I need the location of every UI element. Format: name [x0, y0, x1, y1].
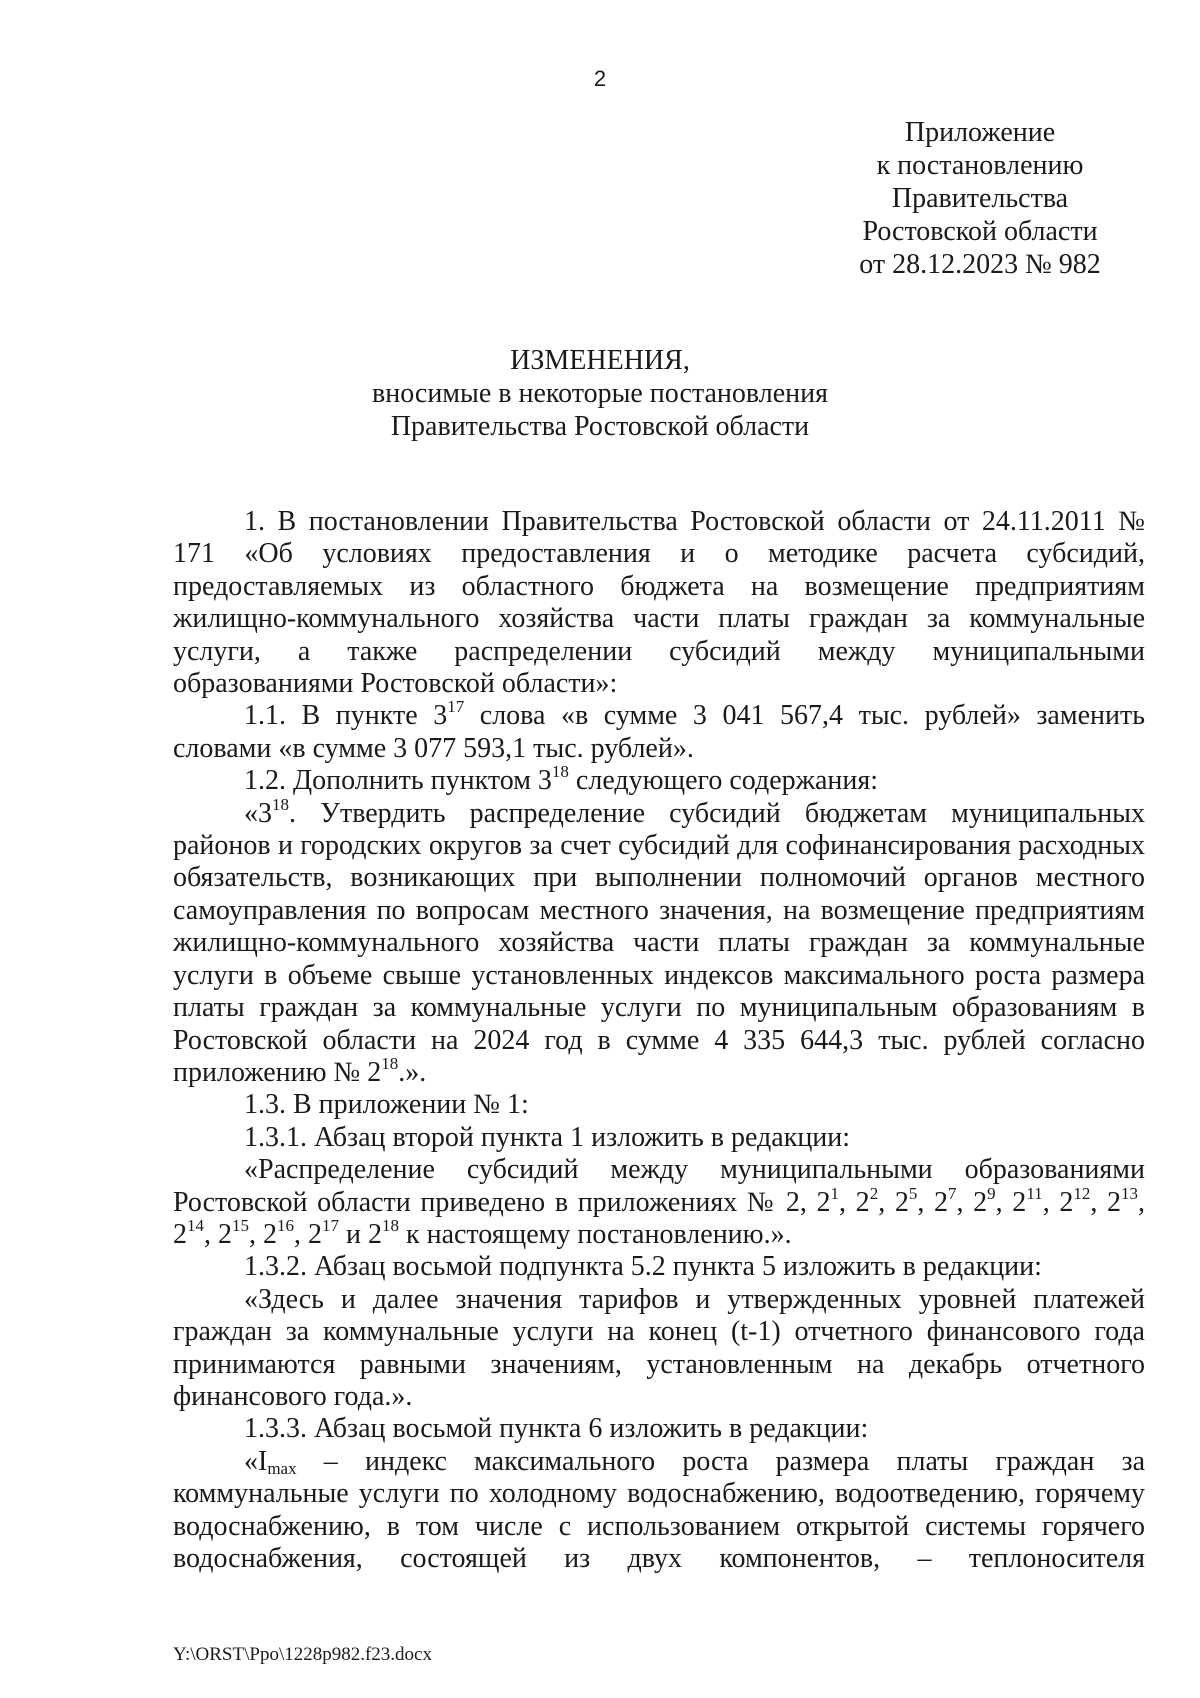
- text-run: – индекс максимального роста размера платы граждан за коммунальные услуги по холодному водоснабжению, водоотведению, горячему водоснабжению, в том числе с использованием открытой системы горячего водоснабжения, состоящей из двух компонентов, – теплоносителя: [173, 1445, 1145, 1574]
- superscript: 17: [322, 1215, 339, 1235]
- paragraph-distribution-quote: [173, 1154, 1145, 1251]
- text-run: , 2: [173, 1186, 1145, 1250]
- superscript: 15: [232, 1215, 249, 1235]
- text-run: и 2: [339, 1218, 382, 1250]
- text-run: , 2: [1042, 1186, 1074, 1218]
- text-run: слова «в сумме 3 041 567,4 тыс. рублей» заменить словами «в сумме 3 077 593,1 тыс. рублей».: [173, 700, 1145, 764]
- text-run: , 2: [249, 1218, 277, 1250]
- paragraph-quote-3-18: [173, 794, 1145, 1090]
- text-run: , 2: [956, 1186, 988, 1218]
- paragraph-1: 1. В постановлении Правительства Ростовской области от 24.11.2011 № 171 «Об условиях предоставления и о методике расчета субсидий, предоставляемых из областного бюджета на возмещение предприятиям жилищно-коммунального хозяйства части платы граждан за коммунальные услуги, а также распределении субсидий между муниципальными образованиями Ростовской области»:: [173, 506, 1145, 700]
- superscript: 18: [272, 794, 289, 814]
- superscript: 9: [987, 1183, 996, 1203]
- paragraph-1-2: [173, 762, 1145, 797]
- superscript: 13: [1121, 1183, 1138, 1203]
- paragraph-1-3: 1.3. В приложении № 1:: [244, 1089, 529, 1121]
- superscript: 18: [551, 762, 569, 782]
- text-run: , 2: [995, 1186, 1027, 1218]
- paragraph-1-1: [173, 697, 1145, 765]
- superscript: 5: [908, 1183, 918, 1203]
- text-run: , 2: [878, 1186, 909, 1218]
- document-body: [173, 506, 1145, 1575]
- appendix-block: [820, 116, 1140, 281]
- text-run: , 2: [204, 1218, 232, 1250]
- text-run: следующего содержания:: [568, 765, 879, 797]
- superscript: 18: [381, 1215, 399, 1235]
- text-run: , 2: [839, 1186, 870, 1218]
- superscript: 7: [948, 1183, 957, 1203]
- appendix-line-4: Ростовской области: [862, 216, 1098, 247]
- paragraph-tariffs-quote: «Здесь и далее значения тарифов и утвержденных уровней платежей граждан за коммунальные услуги на конец (t-1) отчетного финансового года принимаются равными значениям, установленным на декабрь отчетного финансового года.».: [173, 1283, 1145, 1412]
- superscript: 14: [187, 1215, 204, 1235]
- text-run: 1.2. Дополнить пунктом 3: [244, 765, 552, 797]
- subscript: max: [267, 1458, 297, 1478]
- text-run: .».: [398, 1056, 427, 1088]
- appendix-line-3: Правительства: [891, 183, 1069, 214]
- superscript: 2: [869, 1183, 879, 1203]
- paragraph-1-3-1: 1.3.1. Абзац второй пункта 1 изложить в редакции:: [244, 1121, 851, 1153]
- superscript: 11: [1026, 1183, 1043, 1203]
- text-run: 1.1. В пункте 3: [244, 700, 448, 732]
- text-run: «3: [244, 797, 272, 829]
- text-run: . Утвердить распределение субсидий бюджетам муниципальных районов и городских округов за счет субсидий для софинансирования расходных обязательств, возникающих при выполнении полномочий органов местного самоуправления по вопросам местного значения, на возмещение предприятиям жилищно-коммунального хозяйства части платы граждан за коммунальные услуги в объеме свыше установленных индексов максимального роста размера платы граждан за коммунальные услуги по муниципальным образованиям в Ростовской области на 2024 год в сумме 4 335 644,3 тыс. рублей согласно приложению № 2: [173, 797, 1145, 1088]
- footer-file-path: Y:\ORST\Ppo\1228p982.f23.docx: [173, 1644, 432, 1665]
- paragraph-imax-quote: [173, 1446, 1145, 1576]
- superscript: 1: [830, 1183, 840, 1203]
- appendix-line-1: Приложение: [904, 117, 1056, 148]
- text-run: «Распределение субсидий между муниципальными образованиями Ростовской области приведено в приложениях № 2, 2: [173, 1154, 1145, 1218]
- text-run: к настоящему постановлению.».: [398, 1218, 792, 1250]
- heading-line-2: вносимые в некоторые постановления: [371, 378, 829, 409]
- heading-line-3: Правительства Ростовской области: [390, 411, 810, 442]
- superscript: 12: [1073, 1183, 1091, 1203]
- page-number: 2: [593, 66, 607, 91]
- paragraph-1-3-3: 1.3.3. Абзац восьмой пункта 6 изложить в редакции:: [244, 1413, 869, 1445]
- superscript: 18: [381, 1053, 399, 1073]
- appendix-line-2: к постановлению: [876, 150, 1084, 181]
- superscript: 16: [277, 1215, 294, 1235]
- document-heading: [0, 344, 1200, 443]
- text-run: «I: [244, 1445, 268, 1477]
- heading-title: ИЗМЕНЕНИЯ,: [510, 345, 690, 376]
- text-run: , 2: [1090, 1186, 1121, 1218]
- paragraph-1-3-2: 1.3.2. Абзац восьмой подпункта 5.2 пункта 5 изложить в редакции:: [244, 1251, 1042, 1283]
- text-run: , 2: [294, 1218, 322, 1250]
- superscript: 17: [447, 697, 465, 717]
- text-run: , 2: [917, 1186, 948, 1218]
- appendix-line-5: от 28.12.2023 № 982: [859, 249, 1101, 280]
